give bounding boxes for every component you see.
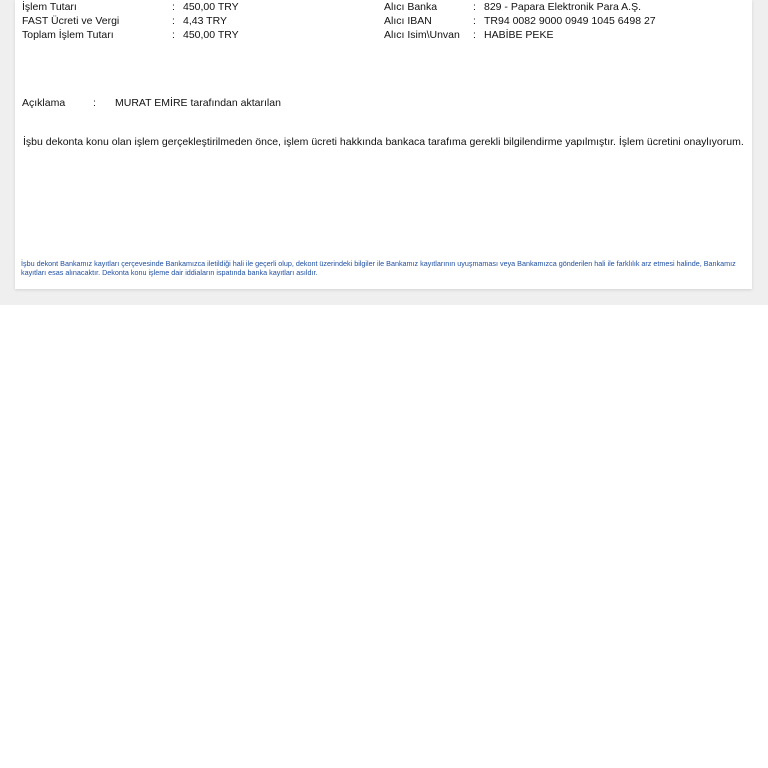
fee-confirmation-text: İşbu dekonta konu olan işlem gerçekleştirilmeden önce, işlem ücreti hakkında bankaca tarafıma gerekli bilgilendirme yapılmıştır. İşlem ücretini onaylıyorum. [23,136,744,148]
field-value: 4,43 TRY [183,15,227,27]
field-label: Alıcı Banka [384,1,438,13]
description-value: MURAT EMİRE tarafından aktarılan [115,97,281,109]
field-label: Toplam İşlem Tutarı [22,29,114,41]
field-value: HABİBE PEKE [484,29,554,41]
field-label: Alıcı IBAN [384,15,432,27]
field-value: 450,00 TRY [183,1,239,13]
legal-footer-note: İşbu dekont Bankamız kayıtları çerçevesinde Bankamızca iletildiği hali ile geçerli olup, dekont üzerindeki bilgiler ile Bankamız kayıtlarının uyuşmaması veya Bankamızca gönderilen hali ile farklılık arz etmesi halinde, Bankamız kayıtları esas alınacaktır. Dekonta konu işleme dair iddiaların ispatında banka kayıtları asıldır. [21,259,736,277]
field-colon: : [473,29,476,41]
description-colon: : [93,97,96,109]
field-colon: : [172,29,175,41]
field-value: 829 - Papara Elektronik Para A.Ş. [484,1,642,13]
description-label: Açıklama [22,97,66,109]
field-label: FAST Ücreti ve Vergi [22,15,120,27]
field-colon: : [473,1,476,13]
field-value: 450,00 TRY [183,29,239,41]
receipt-card [15,0,752,289]
field-label: İşlem Tutarı [22,1,77,13]
field-colon: : [172,1,175,13]
field-colon: : [473,15,476,27]
field-label: Alıcı Isim\Unvan [384,29,460,41]
field-value: TR94 0082 9000 0949 1045 6498 27 [484,15,656,27]
field-colon: : [172,15,175,27]
